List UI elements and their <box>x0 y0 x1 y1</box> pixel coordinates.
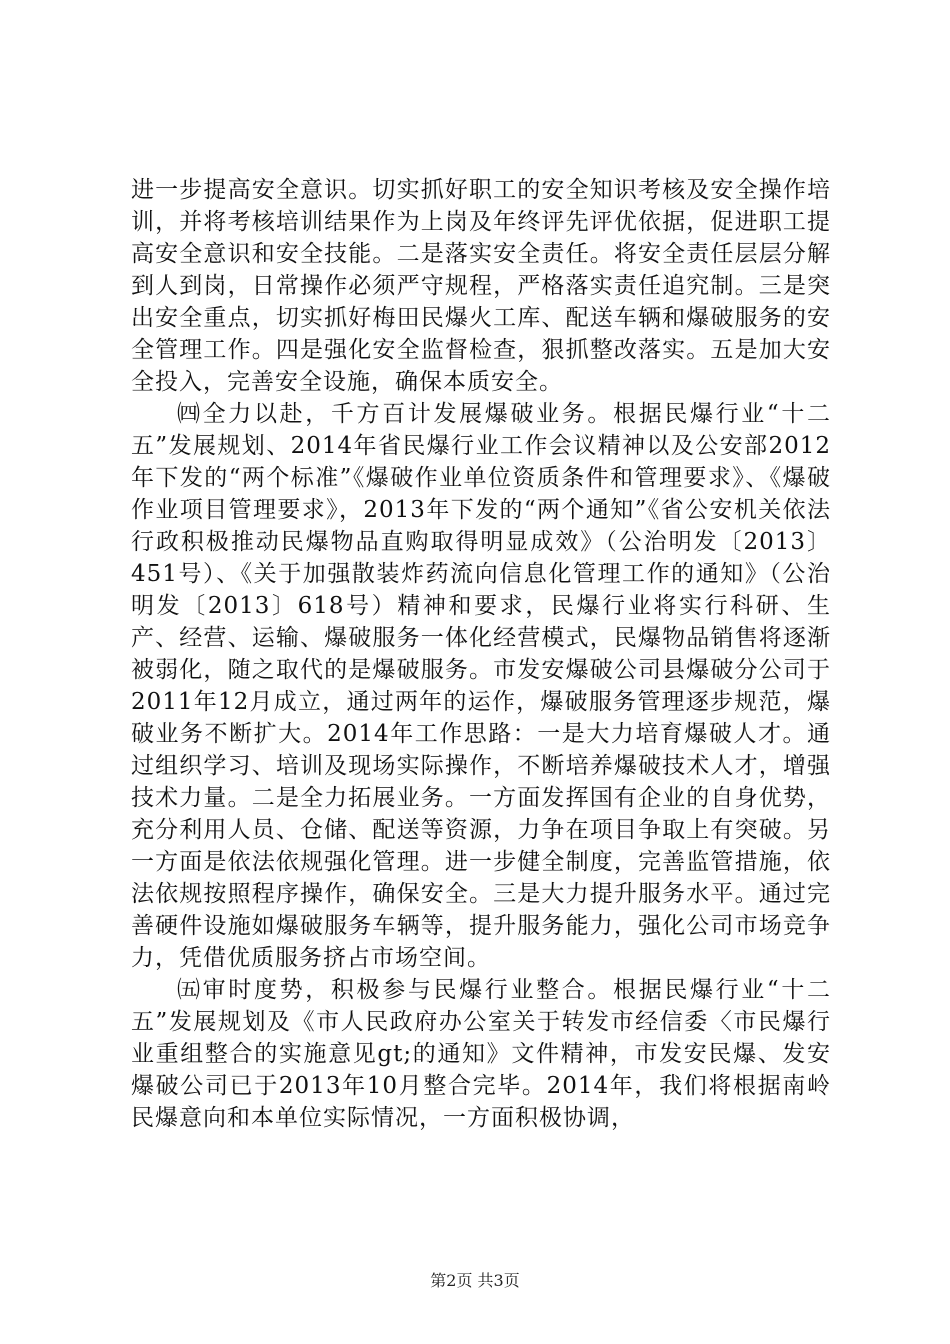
page-number-footer: 第2页 共3页 <box>430 1271 520 1290</box>
paragraph-blasting-business: ㈣全力以赴，千方百计发展爆破业务。根据民爆行业“十二五”发展规划、2014年省民爆行业工作会议精神以及公安部2012年下发的“两个标准”《爆破作业单位资质条件和管理要求》、《爆破作业项目管理要求》，2013年下发的“两个通知”《省公安机关依法行政积极推动民爆物品直购取得明显成效》（公治明发〔2013〕451号）、《关于加强散装炸药流向信息化管理工作的通知》（公治明发〔2013〕618号）精神和要求，民爆行业将实行科研、生产、经营、运输、爆破服务一体化经营模式，民爆物品销售将逐渐被弱化，随之取代的是爆破服务。市发安爆破公司县爆破分公司于2011年12月成立，通过两年的运作，爆破服务管理逐步规范，爆破业务不断扩大。2014年工作思路：一是大力培育爆破人才。通过组织学习、培训及现场实际操作，不断培养爆破技术人才，增强技术力量。二是全力拓展业务。一方面发挥国有企业的自身优势，充分利用人员、仓储、配送等资源，力争在项目争取上有突破。另一方面是依法依规强化管理。进一步健全制度，完善监管措施，依法依规按照程序操作，确保安全。三是大力提升服务水平。通过完善硬件设施如爆破服务车辆等，提升服务能力，强化公司市场竞争力，凭借优质服务挤占市场空间。 <box>131 401 831 971</box>
paragraph-safety: 进一步提高安全意识。切实抓好职工的安全知识考核及安全操作培训，并将考核培训结果作为上岗及年终评先评优依据，促进职工提高安全意识和安全技能。二是落实安全责任。将安全责任层层分解到人到岗，日常操作必须严守规程，严格落实责任追究制。三是突出安全重点，切实抓好梅田民爆火工库、配送车辆和爆破服务的安全管理工作。四是强化安全监督检查，狠抓整改落实。五是加大安全投入，完善安全设施，确保本质安全。 <box>131 177 831 395</box>
document-body <box>131 174 831 1134</box>
paragraph-industry-integration: ㈤审时度势，积极参与民爆行业整合。根据民爆行业“十二五”发展规划及《市人民政府办公室关于转发市经信委〈市民爆行业重组整合的实施意见gt;的通知》文件精神，市发安民爆、发安爆破公司已于2013年10月整合完毕。2014年，我们将根据南岭民爆意向和本单位实际情况，一方面积极协调， <box>131 977 831 1131</box>
